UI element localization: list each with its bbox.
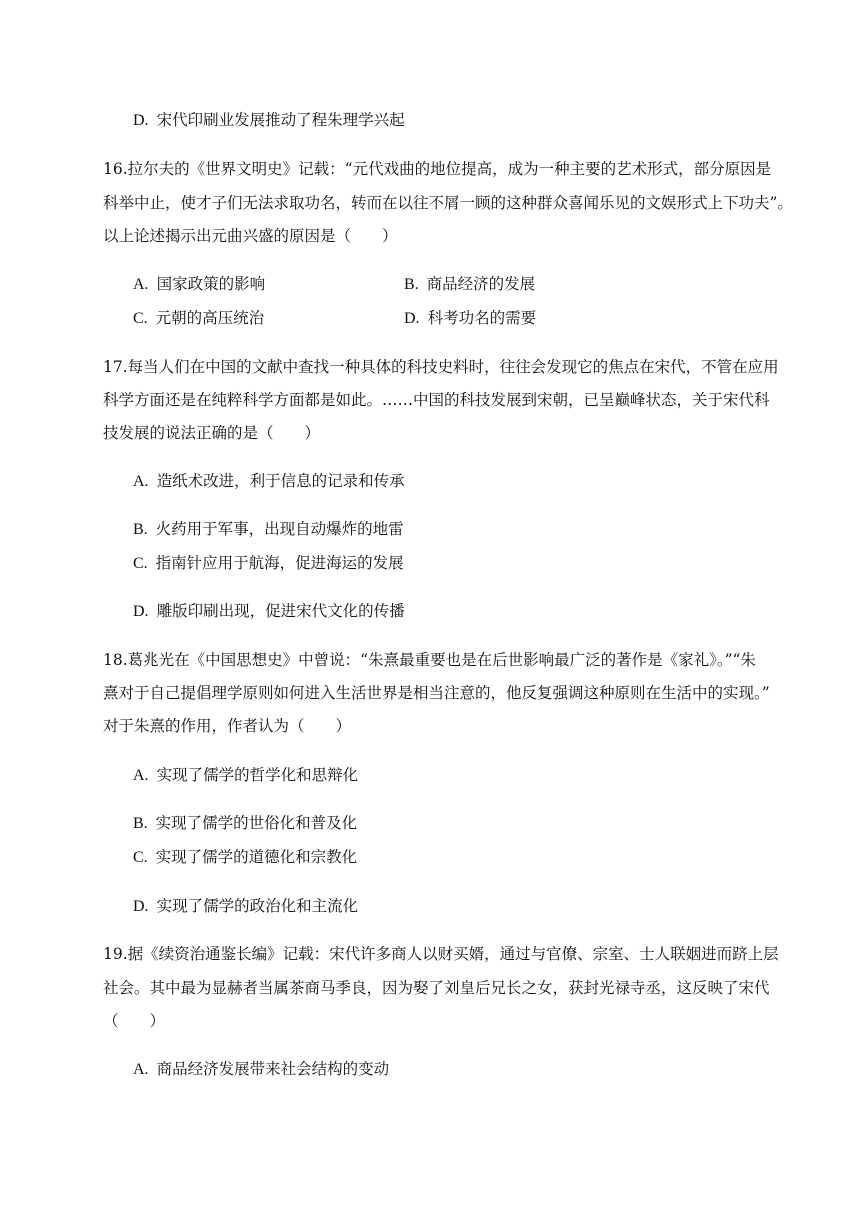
option-c[interactable] <box>133 308 264 329</box>
option-c[interactable] <box>133 847 357 868</box>
option-text: 商品经济的发展 <box>426 275 536 293</box>
option-a[interactable] <box>133 471 405 492</box>
option-text: 雕版印刷出现，促进宋代文化的传播 <box>156 602 405 620</box>
option-letter: C. <box>133 555 148 572</box>
option-letter: A. <box>133 473 149 490</box>
option-text: 实现了儒学的道德化和宗教化 <box>155 848 358 866</box>
option-text: 国家政策的影响 <box>156 275 266 293</box>
question-17-line-2: 科学方面还是在纯粹科学方面都是如此。……中国的科技发展到宋朝，已呈巅峰状态，关于宋代科 <box>103 391 770 409</box>
option-b[interactable] <box>133 519 404 540</box>
option-letter: B. <box>133 815 148 832</box>
question-19-line-3: （ ） <box>103 1012 166 1030</box>
option-a[interactable] <box>133 1059 389 1080</box>
question-17-line-3: 技发展的说法正确的是（ ） <box>103 424 321 442</box>
option-text: 实现了儒学的哲学化和思辩化 <box>156 766 359 784</box>
question-18-line-1: 18.葛兆光在《中国思想史》中曾说：“朱熹最重要也是在后世影响最广泛的著作是《家礼》。”“朱 <box>103 651 756 669</box>
option-letter: A. <box>133 1061 149 1078</box>
option-a[interactable] <box>133 765 358 786</box>
option-text: 宋代印刷业发展推动了程朱理学兴起 <box>156 111 405 129</box>
question-17-line-1: 17.每当人们在中国的文献中查找一种具体的科技史料时，往往会发现它的焦点在宋代，不管在应用 <box>103 358 779 376</box>
option-text: 科考功名的需要 <box>427 309 537 327</box>
option-letter: A. <box>133 767 149 784</box>
question-18-line-3: 对于朱熹的作用，作者认为（ ） <box>103 717 352 735</box>
option-b[interactable] <box>404 274 535 295</box>
option-text: 元朝的高压统治 <box>155 309 265 327</box>
option-text: 造纸术改进，利于信息的记录和传承 <box>156 472 405 490</box>
option-letter: C. <box>133 849 148 866</box>
option-letter: D. <box>133 112 149 129</box>
option-text: 实现了儒学的世俗化和普及化 <box>155 814 358 832</box>
option-d[interactable] <box>133 896 358 917</box>
option-letter: D. <box>133 603 149 620</box>
option-letter: B. <box>133 521 148 538</box>
option-c[interactable] <box>133 553 404 574</box>
option-b[interactable] <box>133 813 357 834</box>
question-16-line-2: 科举中止，使才子们无法求取功名，转而在以往不屑一顾的这种群众喜闻乐见的文娱形式上下功夫”。 <box>103 194 793 212</box>
option-d[interactable] <box>404 308 536 329</box>
question-18-line-2: 熹对于自己提倡理学原则如何进入生活世界是相当注意的，他反复强调这种原则在生活中的实现。” <box>103 684 770 702</box>
question-19-line-2: 社会。其中最为显赫者当属茶商马季良，因为娶了刘皇后兄长之女，获封光禄寺丞，这反映了宋代 <box>103 979 770 997</box>
option-text: 指南针应用于航海，促进海运的发展 <box>155 554 404 572</box>
option-letter: C. <box>133 310 148 327</box>
option-text: 实现了儒学的政治化和主流化 <box>156 897 359 915</box>
option-text: 火药用于军事，出现自动爆炸的地雷 <box>155 520 404 538</box>
option-letter: D. <box>404 310 420 327</box>
question-16-line-1: 16.拉尔夫的《世界文明史》记载：“元代戏曲的地位提高，成为一种主要的艺术形式，部分原因是 <box>103 160 772 178</box>
question-19-line-1: 19.据《续资治通鉴长编》记载：宋代许多商人以财买婿，通过与官僚、宗室、士人联姻进而跻上层 <box>103 945 779 963</box>
option-letter: D. <box>133 898 149 915</box>
option-d[interactable] <box>133 601 405 622</box>
question-16-line-3: 以上论述揭示出元曲兴盛的原因是（ ） <box>103 227 398 245</box>
option-letter: B. <box>404 276 419 293</box>
option-letter: A. <box>133 276 149 293</box>
option-text: 商品经济发展带来社会结构的变动 <box>156 1060 390 1078</box>
option-a[interactable] <box>133 274 265 295</box>
option-d[interactable] <box>133 110 405 131</box>
